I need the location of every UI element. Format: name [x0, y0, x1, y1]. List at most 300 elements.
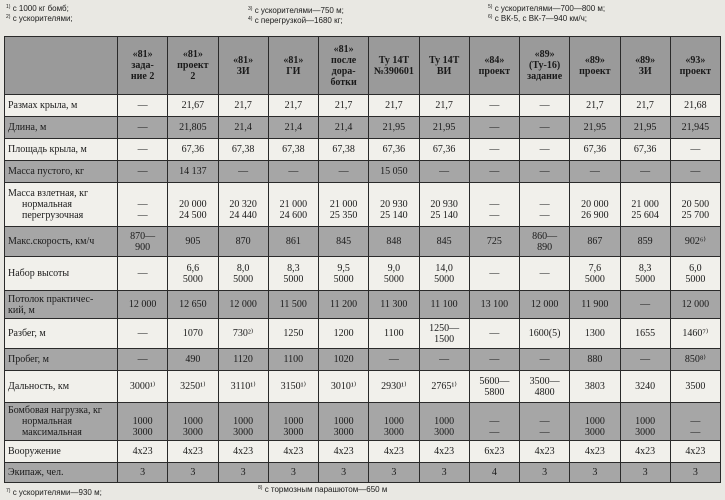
row-label [5, 349, 118, 371]
cell-value: 21,67 [181, 100, 205, 111]
cell-value: 67,36 [382, 144, 406, 155]
cell-value [222, 188, 265, 199]
cell-value: 1000 [584, 416, 605, 427]
table-cell [620, 319, 670, 349]
cell-value: — [539, 100, 550, 111]
cell-value: — [137, 166, 148, 177]
table-cell [520, 441, 570, 463]
table-cell [570, 161, 620, 183]
cell-value: — [640, 166, 651, 177]
cell-value: — [388, 354, 399, 365]
cell-value: 67,36 [181, 144, 205, 155]
row-label-line: перегрузочная [22, 210, 84, 221]
table-cell [369, 403, 419, 441]
table-cell [570, 441, 620, 463]
row-label-line: Пробег, м [8, 354, 49, 365]
cell-value: 8,0 [236, 262, 250, 274]
cell-value [121, 405, 164, 416]
cell-value: — [238, 166, 249, 177]
table-cell [670, 161, 720, 183]
cell-value: 4x23 [434, 446, 455, 457]
cell-value: — [439, 354, 450, 365]
table-cell [419, 403, 469, 441]
cell-value: 21,95 [382, 122, 406, 133]
cell-value: — [489, 122, 500, 133]
column-header [268, 37, 318, 95]
table-cell [570, 291, 620, 319]
table-cell [520, 227, 570, 257]
row-label-line: Макс.скорость, км/ч [8, 236, 95, 247]
table-cell [319, 183, 369, 227]
table-cell [118, 349, 168, 371]
table-cell [520, 257, 570, 291]
table-cell [118, 403, 168, 441]
table-row [5, 117, 721, 139]
cell-value [423, 188, 466, 199]
table-cell [469, 319, 519, 349]
cell-value: — [288, 166, 299, 177]
table-cell [319, 139, 369, 161]
row-label [5, 371, 118, 403]
column-header [168, 37, 218, 95]
table-cell [218, 463, 268, 483]
table-cell [369, 139, 419, 161]
cell-value: 1000 [182, 416, 203, 427]
cell-value: 3 [692, 467, 698, 478]
table-cell [570, 183, 620, 227]
table-cell [118, 183, 168, 227]
cell-value: — [690, 166, 701, 177]
table-cell [670, 95, 720, 117]
cell-value: — [539, 268, 550, 279]
column-header-line: «81» [233, 54, 254, 66]
table-cell [168, 95, 218, 117]
table-cell [319, 161, 369, 183]
table-cell [218, 319, 268, 349]
cell-value: 1655 [635, 328, 656, 339]
cell-value: 9,5 [337, 262, 350, 274]
column-header [118, 37, 168, 95]
table-cell [419, 371, 469, 403]
cell-value: 21,7 [234, 100, 252, 111]
table-cell [319, 403, 369, 441]
table-cell [520, 183, 570, 227]
table-cell [620, 291, 670, 319]
footnote-5: $^{5)}$ с ускорителями—700—800 м; [488, 4, 606, 13]
table-cell [570, 257, 620, 291]
cell-value: 5000 [333, 273, 354, 285]
table-cell [369, 117, 419, 139]
table-cell [319, 117, 369, 139]
table-cell [620, 257, 670, 291]
cell-value: 4x23 [383, 446, 404, 457]
table-cell [369, 257, 419, 291]
column-header [469, 37, 519, 95]
table-cell [118, 227, 168, 257]
table-cell [218, 257, 268, 291]
table-cell [118, 291, 168, 319]
footnote-6: $^{6)}$ с ВК-5, с ВК-7—940 км/ч; [488, 14, 587, 23]
table-cell [118, 161, 168, 183]
table-cell [268, 95, 318, 117]
cell-value: 11 900 [581, 299, 609, 310]
table-cell [218, 161, 268, 183]
row-label-line: максимальная [22, 427, 82, 438]
table-cell [670, 227, 720, 257]
table-cell [570, 95, 620, 117]
table-cell [570, 463, 620, 483]
cell-value: 25 140 [380, 210, 408, 221]
table-cell [319, 463, 369, 483]
table-cell [469, 371, 519, 403]
cell-value: — [489, 199, 500, 210]
cell-value: 21,4 [234, 122, 252, 133]
cell-value: 3000 [132, 427, 153, 438]
column-header-line: «81» [333, 43, 354, 55]
table-cell [218, 371, 268, 403]
cell-value: — [640, 354, 651, 365]
table-cell [620, 117, 670, 139]
row-label [5, 291, 118, 319]
cell-value: 1000 [333, 416, 354, 427]
cell-value [624, 405, 667, 416]
cell-value: 21,7 [284, 100, 303, 111]
cell-value: — [489, 166, 500, 177]
cell-value: 870— [130, 230, 156, 242]
table-cell [319, 291, 369, 319]
column-header-line: «84» [484, 54, 505, 66]
table-cell [168, 441, 218, 463]
cell-value: — [137, 144, 148, 155]
table-cell [268, 161, 318, 183]
cell-value: 4x23 [685, 446, 706, 457]
cell-value: — [489, 354, 500, 365]
table-cell [620, 371, 670, 403]
table-cell [419, 463, 469, 483]
cell-value: 21,7 [435, 100, 453, 111]
footnote-8: $^{8)}$ с тормозным парашютом—650 м [258, 485, 388, 494]
column-header-line: задание [527, 71, 563, 82]
table-cell [168, 319, 218, 349]
row-label-line: нормальная [22, 416, 72, 427]
cell-value: 21 000 [329, 199, 358, 210]
cell-value: 1020 [333, 354, 354, 365]
table-cell [268, 403, 318, 441]
table-cell [268, 291, 318, 319]
cell-value: 21,7 [385, 100, 403, 111]
cell-value [573, 188, 616, 199]
cell-value: 867 [587, 236, 603, 247]
cell-value: 20 930 [380, 199, 408, 210]
table-cell [670, 371, 720, 403]
column-header-line: дора- [331, 65, 356, 77]
cell-value: 3500— [529, 375, 560, 387]
table-cell [419, 183, 469, 227]
cell-value: 3000 [383, 427, 404, 438]
table-cell [118, 117, 168, 139]
row-label-line: Набор высоты [8, 268, 70, 279]
table-cell [620, 161, 670, 183]
cell-value: 12 000 [530, 299, 559, 310]
table-cell [319, 227, 369, 257]
cell-value: 1000 [434, 416, 455, 427]
cell-value [674, 405, 717, 416]
footnote-2: $^{2)}$ с ускорителями; [6, 14, 73, 23]
cell-value: — [489, 210, 500, 221]
cell-value: — [137, 354, 148, 365]
cell-value: 7,6 [588, 262, 602, 274]
cell-value: 21,95 [633, 122, 657, 133]
cell-value: 21,4 [334, 122, 353, 133]
table-cell [168, 403, 218, 441]
cell-value [523, 188, 566, 199]
table-row [5, 319, 721, 349]
table-cell [168, 349, 218, 371]
table-cell [469, 349, 519, 371]
cell-value: 21 000 [279, 199, 308, 210]
column-header-line: ВИ [436, 65, 452, 77]
cell-value [322, 405, 365, 416]
cell-value: 3 [290, 467, 296, 478]
cell-value: — [589, 166, 600, 177]
table-cell [319, 371, 369, 403]
cell-value: 20 500 [681, 199, 710, 210]
footnote-4: $^{4)}$ с перегрузкой—1680 кг; [248, 16, 343, 25]
table-cell [369, 183, 419, 227]
cell-value: 870 [235, 236, 251, 247]
cell-value: 850⁸⁾ [684, 354, 706, 365]
cell-value: 13 100 [480, 299, 509, 310]
cell-value: — [539, 210, 550, 221]
table-cell [218, 441, 268, 463]
row-label [5, 183, 118, 227]
column-header-line: «93» [685, 54, 706, 66]
cell-value: 21,95 [583, 122, 607, 133]
cell-value: 3 [391, 467, 397, 478]
table-header-row [5, 37, 721, 95]
cell-value: 5000 [635, 273, 656, 285]
table-cell [570, 139, 620, 161]
table-row [5, 183, 721, 227]
table-cell [620, 139, 670, 161]
table-cell [570, 371, 620, 403]
cell-value [322, 188, 365, 199]
table-cell [620, 463, 670, 483]
row-label-line: Площадь крыла, м [8, 144, 87, 155]
cell-value: — [690, 427, 701, 438]
cell-value: — [439, 166, 450, 177]
table-cell [118, 139, 168, 161]
cell-value [523, 405, 566, 416]
table-cell [670, 441, 720, 463]
table-cell [469, 291, 519, 319]
cell-value: 900 [135, 241, 151, 253]
cell-value: 20 000 [581, 199, 609, 210]
cell-value: 902⁶⁾ [684, 236, 706, 247]
table-cell [520, 463, 570, 483]
cell-value [222, 405, 265, 416]
cell-value: — [489, 328, 500, 339]
table-cell [419, 161, 469, 183]
column-header-line: «89» [584, 54, 605, 66]
cell-value: 3240 [635, 381, 656, 392]
table-cell [469, 257, 519, 291]
cell-value: 67,38 [332, 144, 355, 155]
table-cell [520, 139, 570, 161]
table-cell [520, 319, 570, 349]
table-cell [168, 291, 218, 319]
table-cell [369, 95, 419, 117]
cell-value: 3150¹⁾ [280, 381, 307, 392]
row-label-line: Разбег, м [8, 328, 46, 339]
table-cell [369, 349, 419, 371]
cell-value: 12 650 [179, 299, 207, 310]
row-label [5, 139, 118, 161]
table-cell [469, 139, 519, 161]
cell-value: 4x23 [233, 446, 254, 457]
row-label [5, 257, 118, 291]
cell-value: — [489, 144, 500, 155]
table-cell [620, 441, 670, 463]
table-cell [268, 257, 318, 291]
cell-value: — [539, 166, 550, 177]
cell-value: 3 [140, 467, 146, 478]
cell-value: 905 [185, 236, 201, 247]
cell-value: 3000 [434, 427, 455, 438]
table-cell [419, 291, 469, 319]
row-label [5, 161, 118, 183]
cell-value: 890 [537, 241, 553, 253]
column-header-line: ЗИ [638, 65, 652, 77]
cell-value: 3 [592, 467, 598, 478]
table-cell [118, 319, 168, 349]
cell-value [372, 188, 415, 199]
cell-value: 1600(5) [528, 328, 561, 339]
cell-value: 1000 [635, 416, 656, 427]
cell-value [272, 405, 315, 416]
table-cell [168, 257, 218, 291]
table-cell [419, 139, 469, 161]
cell-value: 3 [190, 467, 196, 478]
cell-value: 3 [542, 467, 548, 478]
cell-value: 21,7 [334, 100, 353, 111]
column-header [620, 37, 670, 95]
cell-value: 5000 [383, 273, 404, 285]
cell-value: 1300 [584, 328, 605, 339]
cell-value: 1460⁷⁾ [682, 328, 709, 339]
cell-value: 880 [587, 354, 603, 365]
cell-value [171, 405, 214, 416]
cell-value [573, 405, 616, 416]
table-cell [670, 291, 720, 319]
cell-value [372, 405, 415, 416]
table-cell [670, 463, 720, 483]
table-cell [520, 161, 570, 183]
cell-value: — [690, 144, 701, 155]
cell-value: 1250 [283, 328, 304, 339]
cell-value: 20 320 [229, 199, 257, 210]
cell-value: 25 700 [681, 210, 710, 221]
cell-value [674, 188, 717, 199]
cell-value: 5000 [434, 273, 455, 285]
cell-value: 3000 [182, 427, 203, 438]
row-label-line: Масса пустого, кг [8, 166, 85, 177]
column-header-line: «81» [132, 49, 153, 60]
table-cell [369, 463, 419, 483]
cell-value: 20 930 [430, 199, 458, 210]
row-label [5, 403, 118, 441]
footnote-7: $^{7)}$ с ускорителями—930 м; [6, 488, 102, 497]
table-cell [268, 183, 318, 227]
table-cell [469, 403, 519, 441]
cell-value: 67,36 [633, 144, 657, 155]
cell-value [272, 188, 315, 199]
cell-value: — [489, 268, 500, 279]
table-cell [118, 441, 168, 463]
table-cell [168, 183, 218, 227]
cell-value: 25 604 [631, 210, 659, 221]
cell-value: — [137, 268, 148, 279]
cell-value: 845 [436, 236, 452, 247]
column-header-line: 2 [190, 71, 196, 82]
row-label-line: Бомбовая нагрузка, кг [8, 405, 102, 416]
table-cell [419, 441, 469, 463]
table-cell [268, 463, 318, 483]
table-cell [670, 117, 720, 139]
table-cell [469, 95, 519, 117]
table-cell [520, 349, 570, 371]
table-cell [218, 117, 268, 139]
cell-value: — [137, 328, 148, 339]
footnote-1: $^{1)}$ с 1000 кг бомб; [6, 4, 69, 13]
table-cell [469, 183, 519, 227]
cell-value: 730²⁾ [232, 328, 254, 339]
cell-value: 1250— [429, 322, 460, 334]
table-cell [419, 349, 469, 371]
cell-value: 845 [336, 236, 352, 247]
cell-value: 3500 [685, 381, 706, 392]
column-header-line: Ту 14Т [428, 54, 460, 66]
column-header-line: «89» [635, 54, 656, 66]
cell-value: — [640, 299, 651, 310]
cell-value: 860— [532, 230, 558, 242]
table-cell [218, 349, 268, 371]
table-cell [469, 161, 519, 183]
table-cell [369, 161, 419, 183]
cell-value: 5000 [685, 273, 706, 285]
column-header-line: проект [579, 65, 611, 77]
cell-value: 1000 [283, 416, 304, 427]
table-cell [620, 183, 670, 227]
table-cell [369, 227, 419, 257]
cell-value: 3 [240, 467, 246, 478]
table-cell [118, 257, 168, 291]
cell-value [171, 188, 214, 199]
cell-value: — [489, 100, 500, 111]
table-cell [118, 463, 168, 483]
cell-value: 4x23 [534, 446, 555, 457]
cell-value: 9,0 [387, 262, 401, 274]
cell-value: 25 350 [329, 210, 358, 221]
column-header [419, 37, 469, 95]
column-header-line: ние 2 [130, 71, 155, 82]
table-cell [268, 139, 318, 161]
table-cell [168, 117, 218, 139]
cell-value: 3000 [635, 427, 656, 438]
cell-value: — [137, 122, 148, 133]
table-cell [469, 227, 519, 257]
cell-value: 5600— [479, 375, 510, 387]
